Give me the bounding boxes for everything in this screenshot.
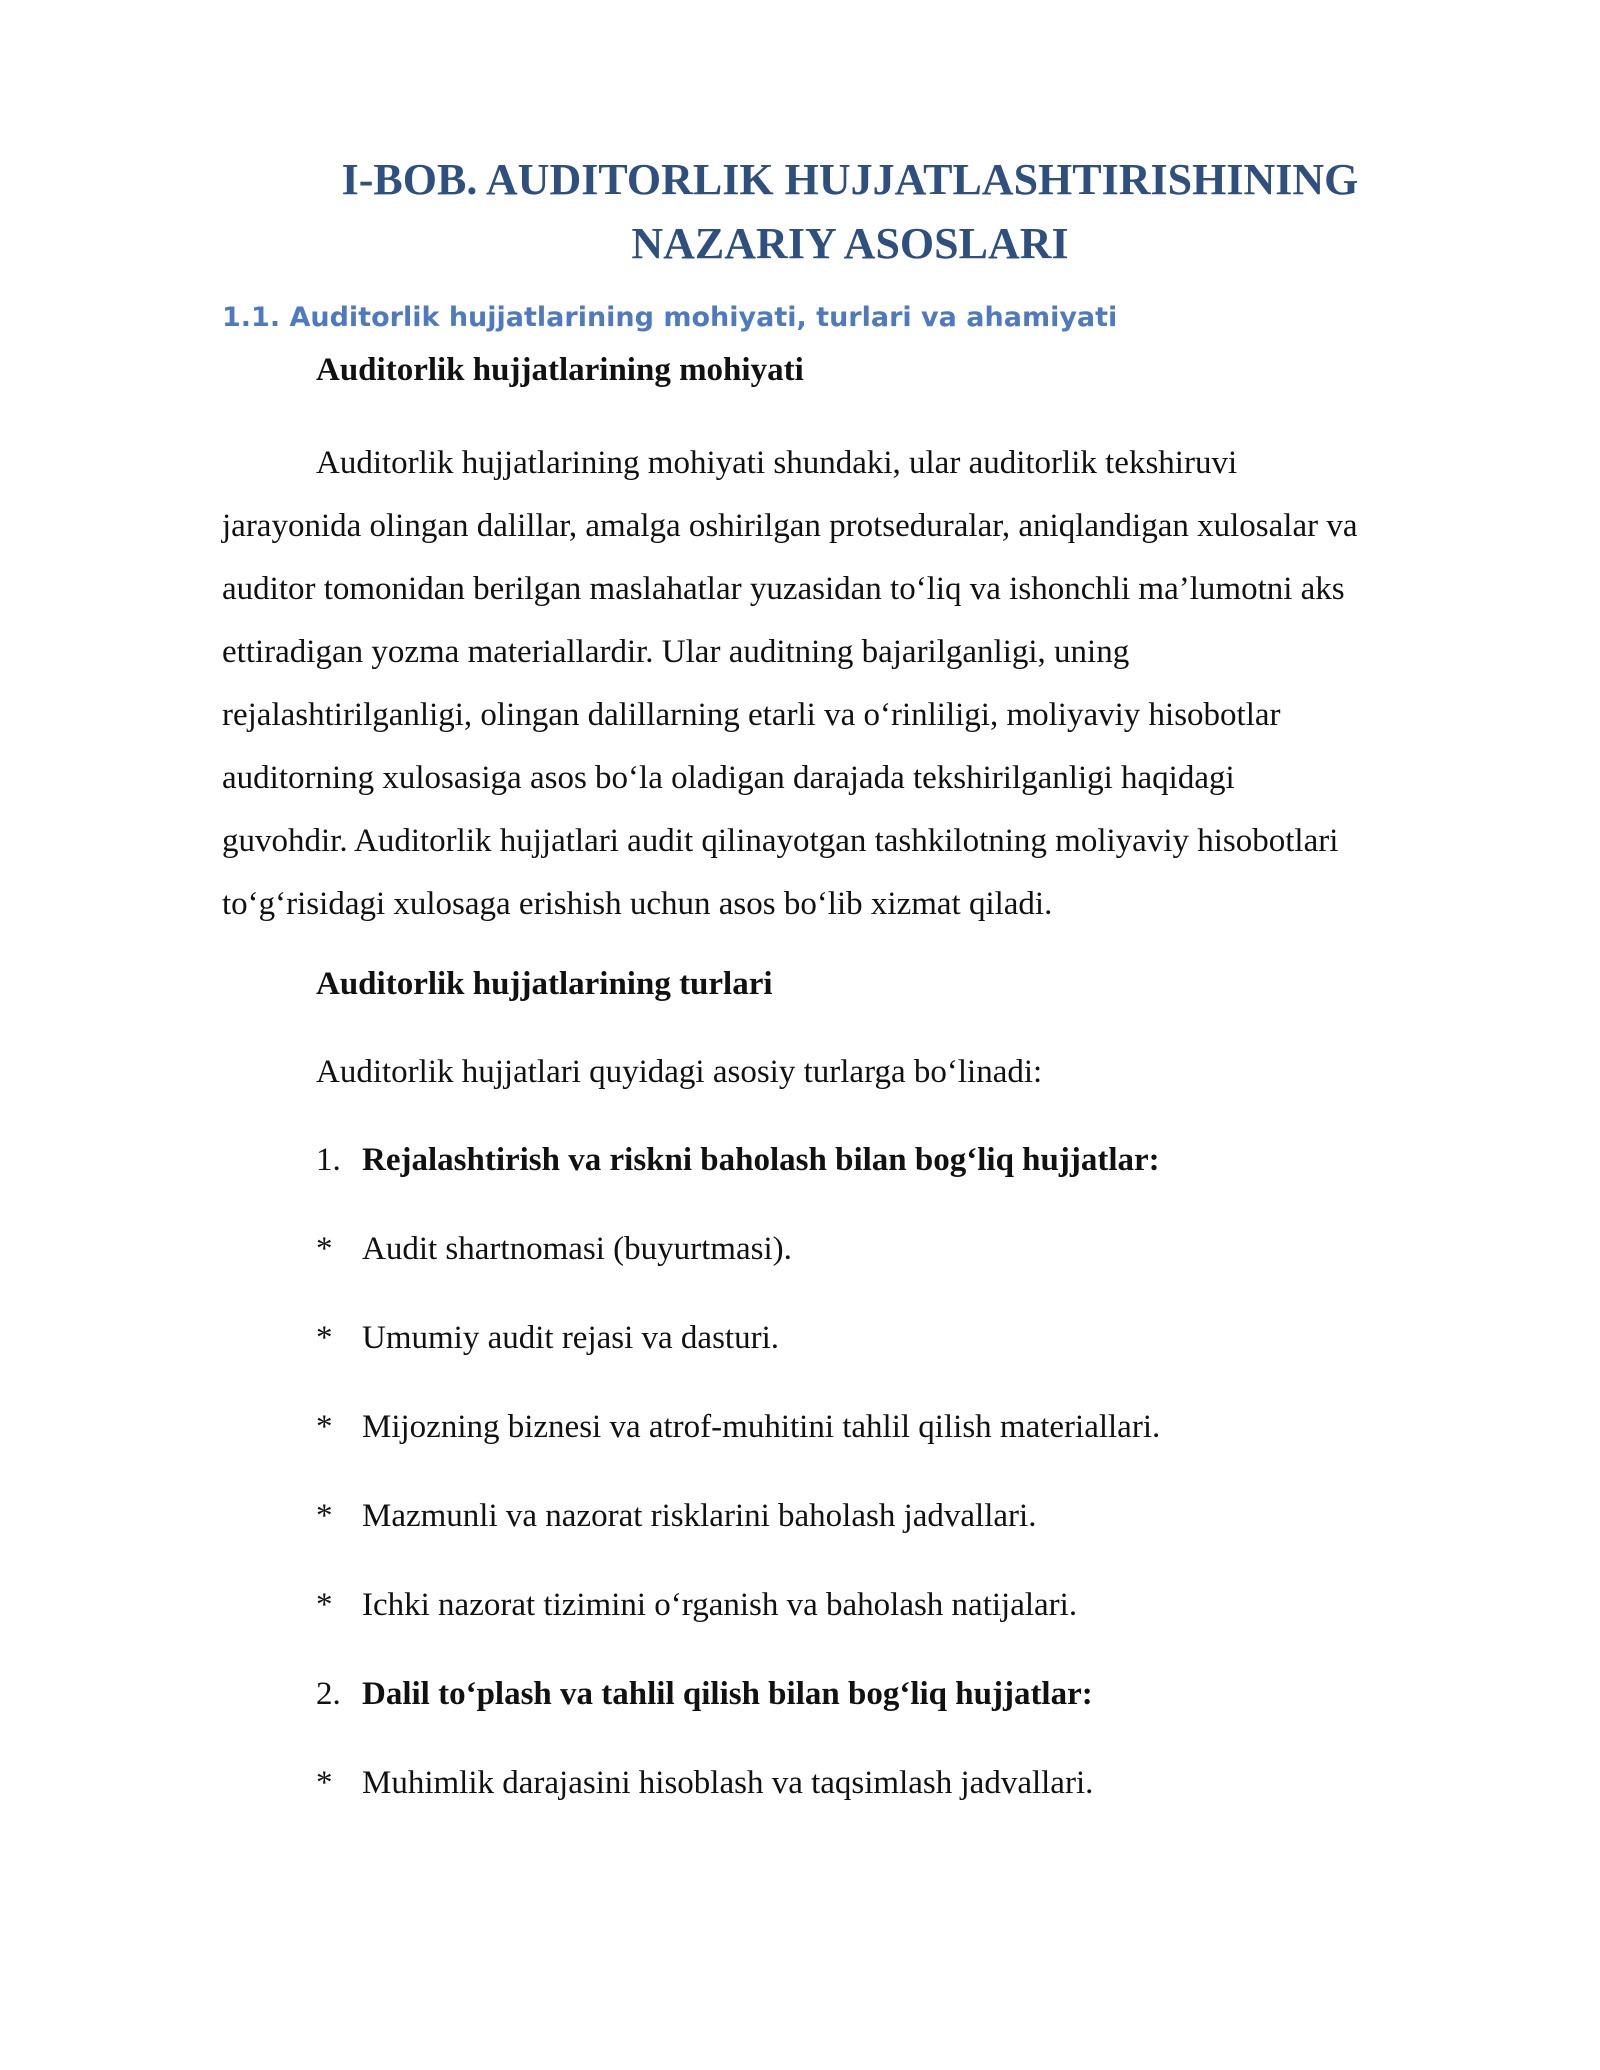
list-item-text: Umumiy audit rejasi va dasturi. xyxy=(362,1320,779,1356)
bullet-marker: * xyxy=(316,1320,333,1356)
list-item xyxy=(316,1318,779,1358)
list-item-text: Mijozning biznesi va atrof-muhitini tahlil qilish materiallari. xyxy=(362,1409,1161,1445)
list-item xyxy=(316,1585,1077,1625)
list-number: 2. xyxy=(316,1676,341,1712)
list-item-text: Muhimlik darajasini hisoblash va taqsimlash jadvallari. xyxy=(362,1765,1094,1801)
list-group-title-text: Rejalashtirish va riskni baholash bilan bog‘liq hujjatlar: xyxy=(362,1142,1160,1178)
list-group-title-text: Dalil to‘plash va tahlil qilish bilan bog‘liq hujjatlar: xyxy=(362,1676,1093,1712)
bullet-marker: * xyxy=(316,1765,333,1801)
list-item-text: Ichki nazorat tizimini o‘rganish va baholash natijalari. xyxy=(362,1587,1078,1623)
paragraph-line: rejalashtirilganligi, olingan dalillarning etarli va o‘rinliligi, moliyaviy hisobotlar xyxy=(222,697,1281,733)
paragraph-line: Auditorlik hujjatlarining mohiyati shundaki, ular auditorlik tekshiruvi xyxy=(316,445,1238,481)
chapter-title-line-2: NAZARIY ASOSLARI xyxy=(631,219,1069,268)
bullet-marker: * xyxy=(316,1587,333,1623)
paragraph-line: auditor tomonidan berilgan maslahatlar yuzasidan to‘liq va ishonchli ma’lumotni aks xyxy=(222,571,1345,607)
list-item xyxy=(316,1407,1160,1447)
list-item xyxy=(316,1229,792,1269)
chapter-title-line-1: I-BOB. AUDITORLIK HUJJATLASHTIRISHINING xyxy=(341,155,1359,204)
types-heading: Auditorlik hujjatlarining turlari xyxy=(316,966,773,1002)
essence-paragraph xyxy=(222,432,1492,936)
essence-heading: Auditorlik hujjatlarining mohiyati xyxy=(316,352,804,388)
bullet-marker: * xyxy=(316,1409,333,1445)
list-group-title xyxy=(316,1674,1093,1714)
bullet-marker: * xyxy=(316,1231,333,1267)
paragraph-line: guvohdir. Auditorlik hujjatlari audit qilinayotgan tashkilotning moliyaviy hisobotlari xyxy=(222,823,1339,859)
list-number: 1. xyxy=(316,1142,341,1178)
paragraph-line: to‘g‘risidagi xulosaga erishish uchun asos bo‘lib xizmat qiladi. xyxy=(222,886,1053,922)
section-heading: 1.1. Auditorlik hujjatlarining mohiyati, turlari va ahamiyati xyxy=(222,302,1118,333)
paragraph-line: jarayonida olingan dalillar, amalga oshirilgan protseduralar, aniqlandigan xulosalar va xyxy=(222,508,1358,544)
types-intro: Auditorlik hujjatlari quyidagi asosiy turlarga bo‘linadi: xyxy=(316,1054,1043,1090)
bullet-marker: * xyxy=(316,1498,333,1534)
list-group-title xyxy=(316,1140,1160,1180)
list-item-text: Audit shartnomasi (buyurtmasi). xyxy=(362,1231,792,1267)
paragraph-line: auditorning xulosasiga asos bo‘la oladigan darajada tekshirilganligi haqidagi xyxy=(222,760,1235,796)
list-item xyxy=(316,1496,1036,1536)
chapter-title xyxy=(180,148,1520,276)
list-item-text: Mazmunli va nazorat risklarini baholash jadvallari. xyxy=(362,1498,1037,1534)
list-item xyxy=(316,1763,1093,1803)
paragraph-line: ettiradigan yozma materiallardir. Ular auditning bajarilganligi, uning xyxy=(222,634,1130,670)
